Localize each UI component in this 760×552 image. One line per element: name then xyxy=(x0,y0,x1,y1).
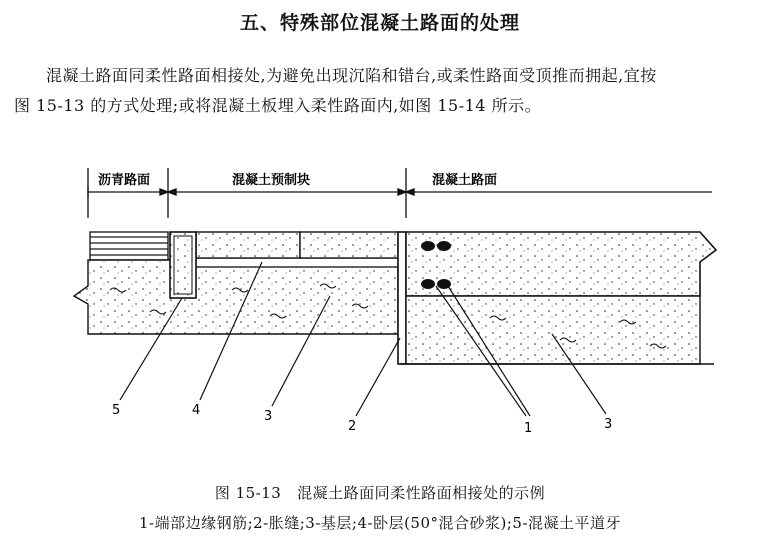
concrete-slab xyxy=(406,232,716,296)
callout-3-right: 3 xyxy=(604,417,613,432)
precast-block-2 xyxy=(300,232,398,258)
paragraph-line-2: 图 15-13 的方式处理;或将混凝土板埋入柔性路面内,如图 15-14 所示。 xyxy=(14,96,542,115)
expansion-joint xyxy=(398,232,406,364)
zone-label-asphalt: 沥青路面 xyxy=(98,173,151,188)
zone-label-precast-block: 混凝土预制块 xyxy=(232,173,311,188)
caption-number: 图 15-13 xyxy=(214,484,282,502)
callout-3-left: 3 xyxy=(264,409,273,424)
dimension-line xyxy=(88,168,712,218)
callout-1: 1 xyxy=(524,421,533,436)
asphalt-layer xyxy=(90,232,168,260)
base-course-left xyxy=(74,260,398,334)
section-heading: 五、特殊部位混凝土路面的处理 xyxy=(239,12,520,34)
figure-legend: 1-端部边缘钢筋;2-胀缝;3-基层;4-卧层(50°混合砂浆);5-混凝土平道牙 xyxy=(138,514,622,532)
bedding-layer xyxy=(196,258,398,267)
paragraph-line-1: 混凝土路面同柔性路面相接处,为避免出现沉陷和错台,或柔性路面受顶推而拥起,宜按 xyxy=(46,66,657,85)
caption-title: 混凝土路面同柔性路面相接处的示例 xyxy=(297,484,546,502)
callout-4: 4 xyxy=(192,403,201,418)
zone-label-concrete: 混凝土路面 xyxy=(432,173,498,188)
figure-caption xyxy=(0,482,760,503)
callout-5: 5 xyxy=(112,403,121,418)
callout-2: 2 xyxy=(348,419,357,434)
precast-block-1 xyxy=(196,232,300,258)
